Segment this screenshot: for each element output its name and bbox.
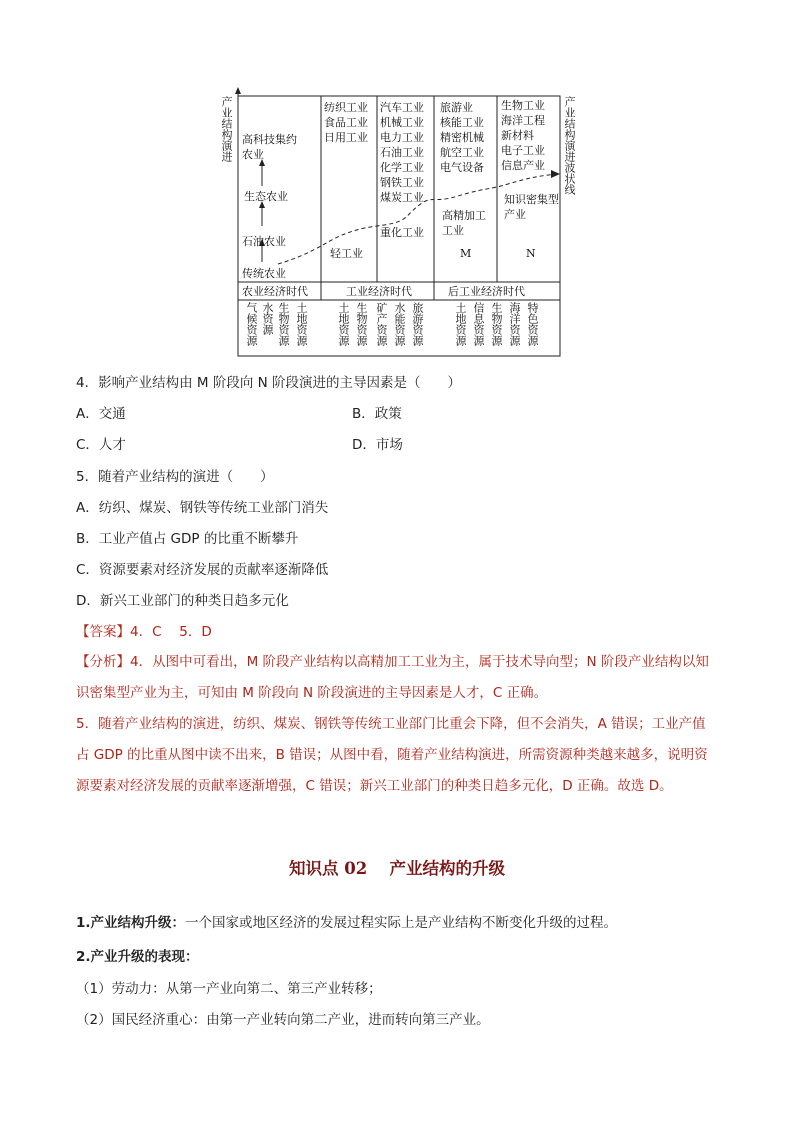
light-industry-item: 纺织工业: [324, 101, 368, 114]
era-industrial: 工业经济时代: [346, 285, 412, 298]
resource-item: 生物资源: [490, 302, 503, 346]
resource-item: 水能资源: [393, 302, 406, 346]
agri-item-traditional: 传统农业: [242, 267, 286, 280]
resource-item: 水资源: [261, 302, 274, 335]
heavy-industry-item: 钢铁工业: [380, 176, 424, 189]
section-title: 知识点 02 产业结构的升级: [289, 859, 505, 878]
resource-item: 土地资源: [337, 302, 350, 346]
n-stage-letter: N: [526, 247, 536, 260]
m-stage-item: 电气设备: [440, 161, 484, 174]
resource-item: 特色资源: [526, 302, 539, 346]
heavy-industry-item: 化学工业: [380, 161, 424, 174]
resource-item: 气候资源: [245, 302, 258, 346]
light-industry-item: 食品工业: [324, 116, 368, 129]
era-post-industrial: 后工业经济时代: [448, 285, 525, 298]
question-4-option-c: C．人才: [76, 437, 126, 453]
point-1-label: 1.产业结构升级：: [76, 915, 186, 931]
resource-item: 矿产资源: [375, 302, 388, 346]
n-stage-item: 海洋工程: [501, 114, 545, 127]
n-stage-item: 信息产业: [501, 159, 545, 172]
n-stage-item: 生物工业: [501, 99, 545, 112]
point-1-text: 一个国家或地区经济的发展过程实际上是产业结构不断变化升级的过程。: [185, 915, 618, 931]
light-industry-label: 轻工业: [330, 247, 363, 260]
heavy-industry-item: 电力工业: [380, 131, 424, 144]
analysis-5: 5．随着产业结构的演进，纺织、煤炭、钢铁等传统工业部门比重会下降，但不会消失，A 错误；工业产值占 GDP 的比重从图中读不出来，B 错误；从图中看，随着产业结构演进，所需资源种类越来越多，说明资源要素对经济发展的贡献率逐渐增强，C 错误；新兴工业部门的种类日趋多元化，D 正确。故选 D。: [76, 716, 708, 794]
y-axis-label: 产业结构演进: [220, 96, 233, 162]
question-4-option-b: B．政策: [352, 406, 402, 422]
n-stage-list: [501, 98, 559, 173]
analysis-4: 【分析】4．从图中可看出，M 阶段产业结构以高精加工工业为主，属于技术导向型；N 阶段产业结构以知识密集型产业为主，可知由 M 阶段向 N 阶段演进的主导因素是人才，C 正确。: [76, 654, 709, 701]
heavy-industry-item: 机械工业: [380, 116, 424, 129]
m-stage-label: 高精加工工业: [442, 209, 486, 237]
question-4-option-d: D．市场: [352, 437, 403, 453]
resource-item: 旅游资源: [411, 302, 424, 346]
light-industry-item: 日用工业: [324, 131, 368, 144]
agri-item-oil: 石油农业: [242, 235, 286, 248]
m-stage-item: 旅游业: [440, 101, 473, 114]
resource-item: 生物资源: [355, 302, 368, 346]
point-2-item: （2）国民经济重心：由第一产业转向第二产业，进而转向第三产业。: [76, 1012, 490, 1028]
resource-item: 信息资源: [472, 302, 485, 346]
m-stage-item: 精密机械: [440, 131, 484, 144]
m-stage-item: 航空工业: [440, 146, 484, 159]
question-4-stem: 4．影响产业结构由 M 阶段向 N 阶段演进的主导因素是（ ）: [76, 375, 461, 391]
resource-item: 生物资源: [277, 302, 290, 346]
resource-item: 土地资源: [295, 302, 308, 346]
question-5-option-a: A．纺织、煤炭、钢铁等传统工业部门消失: [76, 500, 329, 516]
point-1: [76, 914, 617, 932]
question-5-stem: 5．随着产业结构的演进（ ）: [76, 469, 274, 485]
point-2-item: （1）劳动力：从第一产业向第二、第三产业转移；: [76, 981, 382, 997]
heavy-industry-item: 煤炭工业: [380, 191, 424, 204]
era-agricultural: 农业经济时代: [242, 285, 308, 298]
m-stage-item: 核能工业: [440, 116, 484, 129]
point-2-label: 2.产业升级的表现：: [76, 949, 199, 965]
m-stage-letter: M: [460, 247, 472, 260]
heavy-industry-list: [380, 100, 434, 205]
light-industry-list: [324, 100, 374, 145]
question-4-option-a: A．交通: [76, 406, 126, 422]
resource-item: 海洋资源: [508, 302, 521, 346]
n-stage-item: 电子工业: [501, 144, 545, 157]
n-stage-item: 新材料: [501, 129, 534, 142]
answer-line: 【答案】4．C 5．D: [76, 624, 212, 640]
question-5-option-c: C．资源要素对经济发展的贡献率逐渐降低: [76, 562, 329, 578]
n-stage-label: 知识密集型产业: [504, 193, 559, 221]
curve-label: 产业结构演进波状线: [563, 96, 576, 195]
heavy-industry-label: 重化工业: [380, 226, 424, 239]
question-5-option-d: D．新兴工业部门的种类日趋多元化: [76, 593, 289, 609]
resource-item: 土地资源: [454, 302, 467, 346]
heavy-industry-item: 石油工业: [380, 146, 424, 159]
industry-evolution-diagram: [218, 86, 588, 361]
m-stage-list: [440, 100, 496, 175]
agri-item-high-tech: 高科技集约农业: [242, 133, 297, 161]
question-5-option-b: B．工业产值占 GDP 的比重不断攀升: [76, 531, 299, 547]
heavy-industry-item: 汽车工业: [380, 101, 424, 114]
agri-item-eco: 生态农业: [244, 190, 288, 203]
